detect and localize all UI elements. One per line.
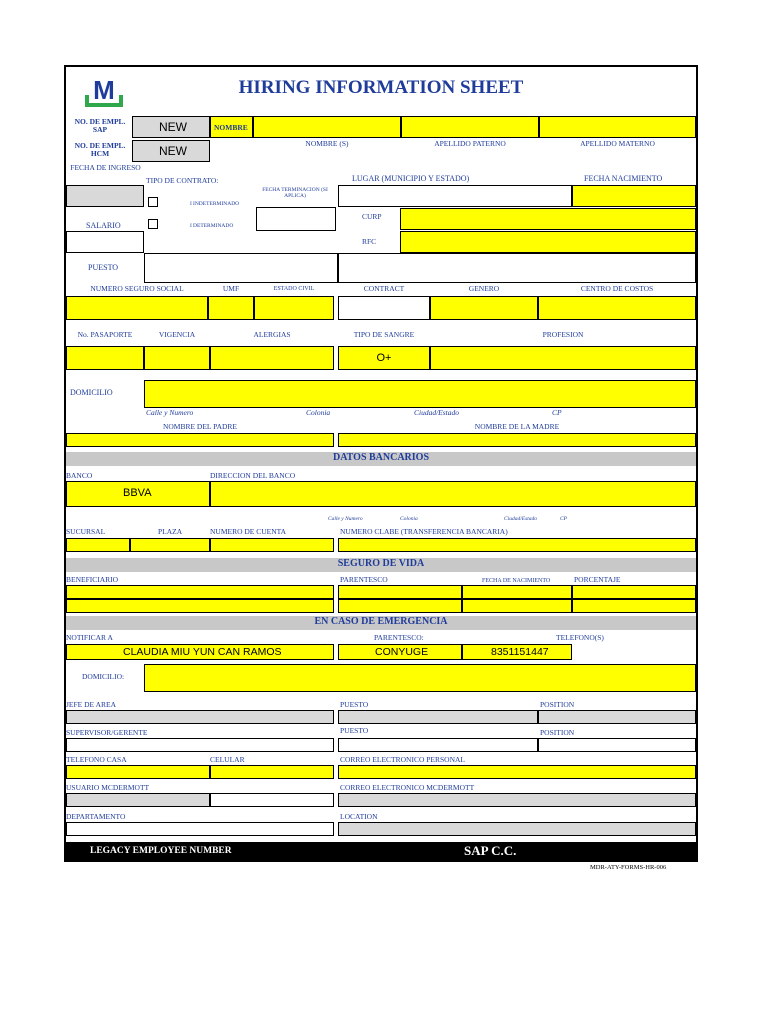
plaza-label: PLAZA xyxy=(158,527,183,536)
alergias-field[interactable] xyxy=(210,346,334,370)
notificar-label: NOTIFICAR A xyxy=(66,633,113,642)
hiring-sheet xyxy=(64,65,698,862)
domicilio-field[interactable] xyxy=(144,380,696,408)
indeterminado-checkbox[interactable] xyxy=(148,197,158,207)
fecha-ingreso-label: FECHA DE INGRESO xyxy=(70,163,141,172)
nss-label: NUMERO SEGURO SOCIAL xyxy=(90,284,184,293)
celular-label: CELULAR xyxy=(210,755,245,764)
jefe-area-label: JEFE DE AREA xyxy=(66,700,117,709)
location-field[interactable] xyxy=(338,822,696,836)
nombres-label: NOMBRE (S) xyxy=(305,139,349,148)
fecha-nacimiento-field[interactable] xyxy=(572,185,696,207)
telefono-casa-field[interactable] xyxy=(66,765,210,779)
ciudad-caption: Ciudad/Estado xyxy=(414,408,460,417)
correo-mcd-field[interactable] xyxy=(338,793,696,807)
domicilio-emerg-field[interactable] xyxy=(144,664,696,692)
apellido-paterno-field[interactable] xyxy=(401,116,539,138)
puesto-sup-label: PUESTO xyxy=(340,726,369,735)
plaza-field[interactable] xyxy=(130,538,210,552)
sap-label: NO. DE EMPL. SAP xyxy=(74,117,126,134)
banco-cp-caption: CP xyxy=(560,516,568,522)
apellido-materno-label: APELLIDO MATERNO xyxy=(580,139,655,148)
correo-mcd-label: CORREO ELECTRONICO MCDERMOTT xyxy=(340,783,475,792)
umf-label: UMF xyxy=(222,284,240,293)
beneficiario-field-1[interactable] xyxy=(66,585,334,599)
porcentaje-field-2[interactable] xyxy=(572,599,696,613)
departamento-label: DEPARTAMENTO xyxy=(66,812,126,821)
position-jefe-field[interactable] xyxy=(538,710,696,724)
usuario-field-2[interactable] xyxy=(210,793,334,807)
rfc-label: RFC xyxy=(362,237,377,246)
puesto-field[interactable] xyxy=(144,253,338,283)
correo-personal-field[interactable] xyxy=(338,765,696,779)
alergias-label: ALERGIAS xyxy=(253,330,291,339)
fecha-field-1[interactable] xyxy=(462,585,572,599)
parentesco-emerg-label: PARENTESCO: xyxy=(374,633,424,642)
puesto-label: PUESTO xyxy=(88,263,119,272)
legacy-employee-label: LEGACY EMPLOYEE NUMBER xyxy=(90,846,232,856)
genero-label: GENERO xyxy=(468,284,500,293)
pasaporte-field[interactable] xyxy=(66,346,144,370)
hcm-field[interactable]: NEW xyxy=(132,140,210,162)
parentesco-emerg-field[interactable]: CONYUGE xyxy=(338,644,462,660)
supervisor-field[interactable] xyxy=(66,738,334,752)
puesto-jefe-label: PUESTO xyxy=(340,700,369,709)
fecha-ingreso-field[interactable] xyxy=(66,185,144,207)
hcm-label: NO. DE EMPL. HCM xyxy=(74,141,126,158)
position-jefe-label: POSITION xyxy=(540,700,575,709)
apellido-paterno-label: APELLIDO PATERNO xyxy=(434,139,506,148)
banco-calle-caption: Calle y Numero xyxy=(328,516,363,522)
lugar-field[interactable] xyxy=(338,185,572,207)
padre-label: NOMBRE DEL PADRE xyxy=(162,422,238,431)
direccion-banco-label: DIRECCION DEL BANCO xyxy=(210,471,296,480)
determinado-label: DETERMINADO xyxy=(193,223,234,229)
banco-label: BANCO xyxy=(66,471,93,480)
estado-civil-label: ESTADO CIVIL xyxy=(273,286,315,292)
telefono-emerg-label: TELEFONO(S) xyxy=(556,633,604,642)
parentesco-field-2[interactable] xyxy=(338,599,462,613)
calle-caption: Calle y Numero xyxy=(146,408,194,417)
clabe-label: NUMERO CLABE (TRANSFERENCIA BANCARIA) xyxy=(340,527,508,536)
curp-label: CURP xyxy=(362,212,382,221)
determinado-prefix: I xyxy=(190,223,192,229)
centro-costos-label: CENTRO DE COSTOS xyxy=(580,284,654,293)
puesto-jefe-field[interactable] xyxy=(338,710,538,724)
seguro-vida-header: SEGURO DE VIDA xyxy=(66,558,696,572)
location-label: LOCATION xyxy=(340,812,378,821)
usuario-label: USUARIO MCDERMOTT xyxy=(66,783,150,792)
estado-civil-field[interactable] xyxy=(254,296,334,320)
madre-field[interactable] xyxy=(338,433,696,447)
curp-field[interactable] xyxy=(400,208,696,230)
clabe-field[interactable] xyxy=(338,538,696,552)
contract-label: CONTRACT xyxy=(363,284,405,293)
notificar-field[interactable]: CLAUDIA MIU YUN CAN RAMOS xyxy=(66,644,334,660)
telefono-emerg-field[interactable]: 8351151447 xyxy=(462,644,572,660)
form-code: MDR-ATY-FORMS-HR-006 xyxy=(590,864,667,871)
numero-cuenta-field[interactable] xyxy=(210,538,334,552)
sucursal-field[interactable] xyxy=(66,538,130,552)
domicilio-label: DOMICILIO xyxy=(70,388,113,397)
indeterminado-prefix: I xyxy=(190,201,192,207)
emergencia-header: EN CASO DE EMERGENCIA xyxy=(66,616,696,630)
supervisor-label: SUPERVISOR/GERENTE xyxy=(66,728,148,737)
tipo-sangre-field[interactable]: O+ xyxy=(338,346,430,370)
banco-field[interactable]: BBVA xyxy=(66,481,210,507)
colonia-caption: Colonia xyxy=(306,408,331,417)
fecha-nacimiento-benef-label: FECHA DE NACIMIENTO xyxy=(482,578,551,584)
fecha-nacimiento-label: FECHA NACIMIENTO xyxy=(584,174,663,183)
profesion-field[interactable] xyxy=(430,346,696,370)
banco-colonia-caption: Colonia xyxy=(400,516,418,522)
madre-label: NOMBRE DE LA MADRE xyxy=(474,422,560,431)
tipo-contrato-label: TIPO DE CONTRATO: xyxy=(146,176,219,185)
usuario-field[interactable] xyxy=(66,793,210,807)
puesto-right-field[interactable] xyxy=(338,253,696,283)
page-title: HIRING INFORMATION SHEET xyxy=(238,77,524,98)
beneficiario-field-2[interactable] xyxy=(66,599,334,613)
salario-label: SALARIO xyxy=(86,221,121,230)
sap-cc-label: SAP C.C. xyxy=(464,843,517,858)
pasaporte-label: No. PASAPORTE xyxy=(77,330,133,339)
tipo-sangre-label: TIPO DE SANGRE xyxy=(353,330,415,339)
datos-bancarios-header: DATOS BANCARIOS xyxy=(66,452,696,466)
padre-field[interactable] xyxy=(66,433,334,447)
banco-ciudad-caption: Ciudad/Estado xyxy=(504,516,538,522)
profesion-label: PROFESION xyxy=(542,330,584,339)
fecha-field-2[interactable] xyxy=(462,599,572,613)
jefe-area-field[interactable] xyxy=(66,710,334,724)
celular-field[interactable] xyxy=(210,765,334,779)
position-sup-label: POSITION xyxy=(540,728,575,737)
cp-caption: CP xyxy=(552,408,562,417)
genero-field[interactable] xyxy=(430,296,538,320)
porcentaje-field-1[interactable] xyxy=(572,585,696,599)
vigencia-field[interactable] xyxy=(144,346,210,370)
telefono-casa-label: TELEFONO CASA xyxy=(66,755,127,764)
position-sup-field[interactable] xyxy=(538,738,696,752)
rfc-field[interactable] xyxy=(400,231,696,253)
parentesco-label: PARENTESCO xyxy=(340,575,388,584)
umf-field[interactable] xyxy=(208,296,254,320)
determinado-checkbox[interactable] xyxy=(148,219,158,229)
contract-field[interactable] xyxy=(338,296,430,320)
centro-costos-field[interactable] xyxy=(538,296,696,320)
svg-text:M: M xyxy=(93,75,115,105)
beneficiario-label: BENEFICIARIO xyxy=(66,575,119,584)
nombre-label: NOMBRE xyxy=(210,116,253,138)
vigencia-label: VIGENCIA xyxy=(158,330,196,339)
lugar-label: LUGAR (MUNICIPIO Y ESTADO) xyxy=(352,174,470,183)
sucursal-label: SUCURSAL xyxy=(66,527,106,536)
direccion-banco-field[interactable] xyxy=(210,481,696,507)
domicilio-emerg-label: DOMICILIO: xyxy=(82,672,125,681)
departamento-field[interactable] xyxy=(66,822,334,836)
parentesco-field-1[interactable] xyxy=(338,585,462,599)
porcentaje-label: PORCENTAJE xyxy=(574,575,621,584)
fecha-terminacion-field[interactable] xyxy=(256,207,336,231)
puesto-sup-field[interactable] xyxy=(338,738,538,752)
indeterminado-label: INDETERMINADO xyxy=(193,201,240,207)
nss-field[interactable] xyxy=(66,296,208,320)
correo-personal-label: CORREO ELECTRONICO PERSONAL xyxy=(340,755,466,764)
salario-field[interactable] xyxy=(66,231,144,253)
nombre-field[interactable] xyxy=(253,116,401,138)
sap-field[interactable]: NEW xyxy=(132,116,210,138)
apellido-materno-field[interactable] xyxy=(539,116,696,138)
fecha-terminacion-label: FECHA TERMINACION (SI APLICA) xyxy=(262,187,328,199)
numero-cuenta-label: NUMERO DE CUENTA xyxy=(210,527,287,536)
